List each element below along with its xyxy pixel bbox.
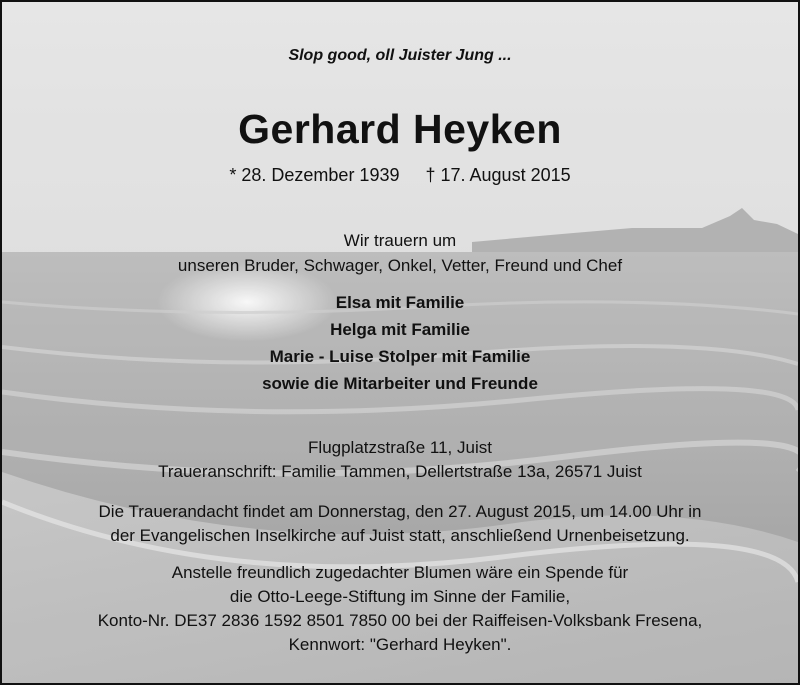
street-address: Flugplatzstraße 11, Juist [308, 438, 492, 457]
mourner-line: Elsa mit Familie [335, 293, 465, 312]
life-dates [2, 165, 798, 186]
birth-date: * 28. Dezember 1939 [229, 165, 400, 185]
condolence-address: Traueranschrift: Familie Tammen, Dellertstraße 13a, 26571 Juist [158, 462, 642, 481]
mourner-line: Helga mit Familie [330, 320, 470, 339]
service-line: der Evangelischen Inselkirche auf Juist statt, anschließend Urnenbeisetzung. [110, 526, 690, 545]
mourner-line: sowie die Mitarbeiter und Freunde [262, 374, 538, 393]
donation-line: Anstelle freundlich zugedachter Blumen wäre ein Spende für [171, 563, 629, 582]
donation-line: die Otto-Leege-Stiftung im Sinne der Familie, [229, 587, 571, 606]
mourning-intro: Wir trauern um [343, 231, 457, 250]
donation-line: Kennwort: "Gerhard Heyken". [288, 635, 512, 654]
donation-line: Konto-Nr. DE37 2836 1592 8501 7850 00 bei der Raiffeisen-Volksbank Fresena, [97, 611, 703, 630]
mourning-relations: unseren Bruder, Schwager, Onkel, Vetter, Freund und Chef [177, 256, 623, 275]
mourner-line: Marie - Luise Stolper mit Familie [269, 347, 531, 366]
death-date: † 17. August 2015 [425, 165, 571, 185]
service-line: Die Trauerandacht findet am Donnerstag, den 27. August 2015, um 14.00 Uhr in [98, 502, 702, 521]
motto: Slop good, oll Juister Jung ... [288, 47, 512, 64]
deceased-name: Gerhard Heyken [238, 106, 562, 152]
